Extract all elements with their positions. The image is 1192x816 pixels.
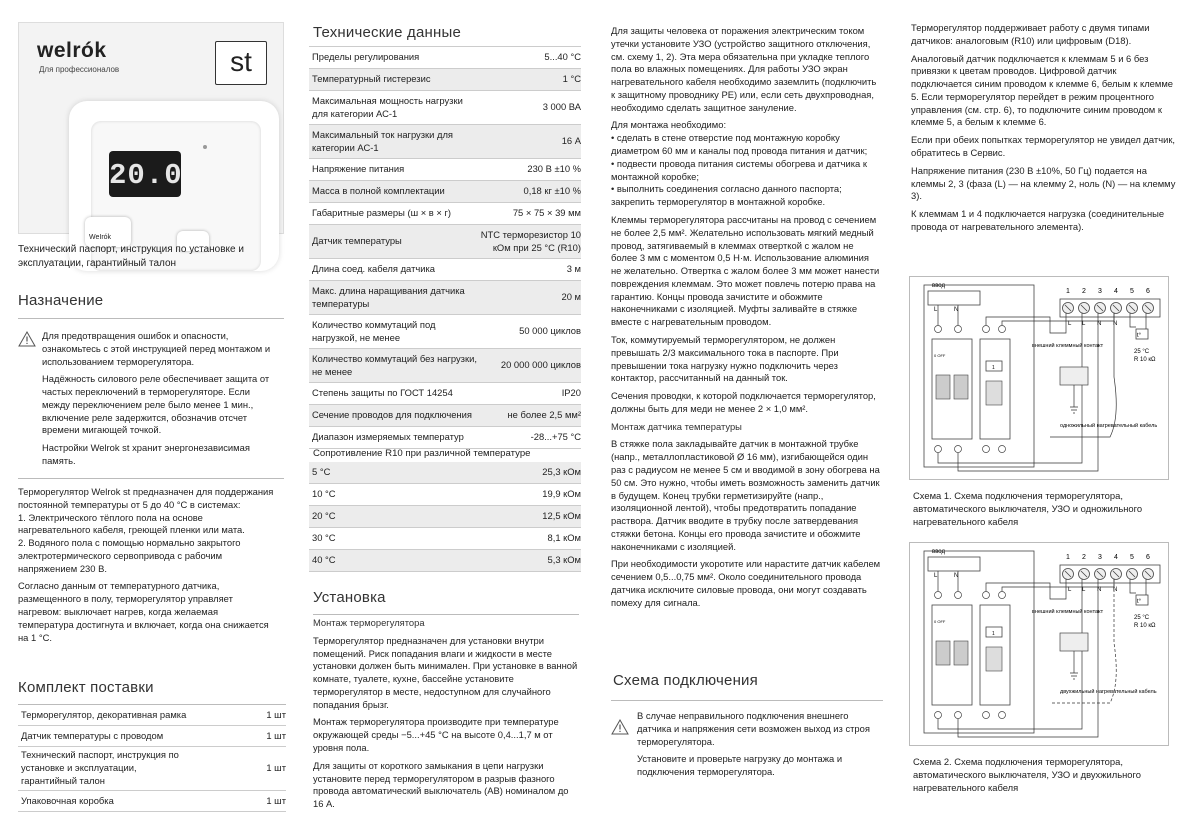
n-terminal-label-2: N bbox=[1113, 587, 1118, 593]
spec-value: 75 × 75 × 39 мм bbox=[512, 207, 581, 219]
purpose-divider-2 bbox=[18, 478, 284, 479]
screw-terminal bbox=[983, 712, 990, 719]
warning-icon bbox=[18, 331, 36, 347]
wire bbox=[1130, 579, 1146, 595]
terminal-number: 5 bbox=[1130, 554, 1134, 561]
r10-temp: 20 °С bbox=[312, 510, 336, 522]
spec-value: 20 000 000 циклов bbox=[500, 359, 581, 371]
sensor-title: Монтаж датчика температуры bbox=[611, 420, 742, 432]
r10-value: 19,9 кОм bbox=[542, 488, 581, 500]
spec-value: -28...+75 °С bbox=[530, 431, 581, 443]
memory-text: Настройки Welrok st хранит энергонезависимая память. bbox=[42, 442, 250, 467]
terminal-number: 4 bbox=[1114, 554, 1118, 561]
breaker-switch-1 bbox=[936, 375, 950, 399]
l-terminal-label: L bbox=[1082, 321, 1086, 327]
screw-terminal bbox=[955, 592, 962, 599]
c3-p8: Сечения проводки, к которой подключается терморегулятор, должны быть для меди не менее 2 × 1,0 мм². bbox=[611, 390, 876, 414]
sensor-t: t° bbox=[1137, 599, 1142, 605]
spec-row bbox=[309, 159, 581, 181]
spec-value: не более 2,5 мм² bbox=[507, 409, 581, 421]
c3-p2: Для монтажа необходимо: bbox=[611, 119, 727, 131]
spec-row bbox=[309, 125, 581, 159]
spec-row bbox=[309, 281, 581, 315]
power-indicator-icon bbox=[203, 145, 207, 149]
warning-block bbox=[18, 330, 274, 473]
spec-label: Напряжение питания bbox=[312, 163, 405, 175]
contact-label: внешний клеммный контакт bbox=[1032, 343, 1104, 349]
spec-label: Длина соед. кабеля датчика bbox=[312, 263, 436, 275]
terminal-number: 1 bbox=[1066, 288, 1070, 295]
spec-label: Температурный гистерезис bbox=[312, 73, 431, 85]
screw-terminal bbox=[999, 592, 1006, 599]
c4-body bbox=[911, 22, 1177, 239]
section-title-scheme: Схема подключения bbox=[613, 672, 758, 689]
terminal-number: 3 bbox=[1098, 288, 1102, 295]
spec-row bbox=[309, 47, 581, 69]
r10-title: Сопротивление R10 при различной температуре bbox=[313, 448, 531, 459]
screw-terminal bbox=[935, 712, 942, 719]
spec-row bbox=[309, 69, 581, 91]
c3-p1: Для защиты человека от поражения электрическим током утечки установите УЗО (устройство защитного отключения, см. схему 1, 2). Эта мера обязательна при укладке теплого пола во влажных помещениях. Для работы УЗО экран нагревательного кабеля необходимо заземлить (подключить к защитному проводнику PE) или, если сеть двухпроводная, необходимо сделать защитное зануление. bbox=[611, 25, 877, 113]
l-label: L bbox=[934, 307, 938, 313]
l-terminal-label-2: L bbox=[1068, 587, 1072, 593]
screw-terminal bbox=[999, 712, 1006, 719]
menu-button[interactable]: WeIrók bbox=[85, 217, 131, 247]
c4-p3: Если при обеих попытках терморегулятор не увидел датчик, обратитесь в Сервис. bbox=[911, 134, 1176, 159]
spec-value: 1 °С bbox=[562, 73, 581, 85]
r10-temp: 40 °С bbox=[312, 554, 336, 566]
spec-row bbox=[309, 203, 581, 225]
screw-terminal bbox=[955, 446, 962, 453]
spec-value: 16 А bbox=[561, 135, 581, 147]
n-terminal-label: N bbox=[1097, 321, 1102, 327]
input-block bbox=[928, 291, 980, 305]
external-contact bbox=[1060, 367, 1088, 385]
r10-row bbox=[309, 506, 581, 528]
ground-icon bbox=[1070, 651, 1078, 679]
breaker-switch-2 bbox=[954, 375, 968, 399]
input-label: ввод bbox=[932, 283, 946, 289]
diagram-2-caption: Схема 2. Схема подключения терморегулятора, автоматического выключателя, УЗО и двухжильного нагревательного кабеля bbox=[913, 756, 1141, 793]
brand-logo: welrók bbox=[37, 39, 107, 62]
spec-value: 50 000 циклов bbox=[519, 325, 581, 337]
spec-row bbox=[309, 427, 581, 449]
spec-value: IP20 bbox=[561, 387, 581, 399]
column-4 bbox=[909, 0, 1181, 815]
display bbox=[109, 151, 181, 197]
spec-value: 20 м bbox=[561, 291, 581, 303]
column-2 bbox=[309, 0, 582, 815]
external-contact bbox=[1060, 633, 1088, 651]
spec-label: Пределы регулирования bbox=[312, 51, 420, 63]
section-title-specs: Технические данные bbox=[313, 24, 461, 41]
install-p2: Монтаж терморегулятора производите при температуре окружающей среды −5...+45 °С на высоте 0,4...1,7 м от уровня пола. bbox=[313, 716, 559, 754]
kit-row: Датчик температуры с проводом 1 шт bbox=[18, 726, 286, 747]
r10-temp: 10 °С bbox=[312, 488, 336, 500]
rcd-one: 1 bbox=[992, 631, 995, 637]
product-subtitle: Технический паспорт, инструкция по установке и эксплуатации, гарантийный талон bbox=[18, 244, 244, 269]
r10-temp: 5 °С bbox=[312, 466, 331, 478]
ground-icon bbox=[1070, 385, 1078, 413]
wiring-schematic bbox=[910, 543, 1168, 745]
c4-p1: Терморегулятор поддерживает работу с двумя типами датчиков: аналоговым (R10) или цифровым (D18). bbox=[911, 22, 1150, 46]
breaker-switch-1 bbox=[936, 641, 950, 665]
terminal-number: 4 bbox=[1114, 288, 1118, 295]
install-p3: Для защиты от короткого замыкания в цепи нагрузки установите перед терморегулятором в разрыв фазного провода автоматический выключатель (АВ) номиналом до 16 А. bbox=[313, 759, 569, 810]
c4-p4: Напряжение питания (230 В ±10%, 50 Гц) подается на клеммы 2, 3 (фаза (L) — на клемму 2, ноль (N) — на клемму 3). bbox=[911, 164, 1176, 202]
c3-p4: • подвести провода питания системы обогрева и датчика к монтажной коробке; bbox=[611, 157, 867, 182]
spec-row bbox=[309, 405, 581, 427]
spec-label: Максимальный ток нагрузки для категории АС-1 bbox=[312, 128, 454, 153]
wire bbox=[1130, 313, 1146, 329]
specs-table bbox=[309, 46, 581, 449]
model-badge: st bbox=[215, 41, 267, 85]
r10-temp: 30 °С bbox=[312, 532, 336, 544]
wiring-diagram-1 bbox=[909, 276, 1169, 480]
screw-terminal bbox=[983, 326, 990, 333]
kit-row: Упаковочная коробка 1 шт bbox=[18, 791, 286, 812]
terminal-number: 1 bbox=[1066, 554, 1070, 561]
n-label: N bbox=[954, 573, 959, 579]
breaker-switch-2 bbox=[954, 641, 968, 665]
spec-label: Количество коммутаций без нагрузки, не менее bbox=[312, 352, 477, 377]
spec-label: Максимальная мощность нагрузки для категории АС-1 bbox=[312, 94, 463, 119]
spec-row bbox=[309, 225, 581, 259]
scheme-warning-2: Установите и проверьте нагрузку до монтажа и подключения терморегулятора. bbox=[637, 753, 843, 778]
spec-row bbox=[309, 383, 581, 405]
n-label: N bbox=[954, 307, 959, 313]
r10-value: 25,3 кОм bbox=[542, 466, 581, 478]
rcd-switch bbox=[986, 381, 1002, 405]
spec-value: 3 000 ВА bbox=[542, 101, 581, 113]
purpose-logic: Согласно данным от температурного датчика, размещенного в полу, терморегулятор управляет нагревом: выключает нагрев, когда желаемая температура достигнута и включает, когда она снижается на 1 °С. bbox=[18, 580, 269, 643]
off-label: 0 OFF bbox=[934, 353, 946, 358]
sensor-t: t° bbox=[1137, 333, 1142, 339]
scheme-warning bbox=[611, 700, 883, 784]
spec-row bbox=[309, 181, 581, 203]
column-3 bbox=[611, 0, 891, 815]
c3-p6: Клеммы терморегулятора рассчитаны на провод с сечением не более 2,5 мм². Желательно использовать мягкий медный провод, затягиваемый в клеммах отверткой с жалом не более 3 мм с моментом 0,5 Н·м. Использование алюминия не желательно. Отвертка с жалом более 3 мм может нанести повреждения клеммам. Это может повлечь потерю права на гарантию. Концы провода зачистите и обожмите наконечниками с изоляцией. Муфты заливайте в стяжке вместе с нагревательным проводом. bbox=[611, 213, 880, 328]
scheme-warning-1: В случае неправильного подключения внешнего датчика и напряжения сети возможен выход из строя терморегулятора. bbox=[637, 710, 870, 747]
spec-label: Сечение проводов для подключения bbox=[312, 409, 472, 421]
c3-p5: • выполнить соединения согласно данного паспорта; закрепить терморегулятор в монтажной коробке. bbox=[611, 183, 842, 208]
rcd-one: 1 bbox=[992, 365, 995, 371]
spec-row bbox=[309, 259, 581, 281]
cable-label: двухжильный нагревательный кабель bbox=[1060, 689, 1157, 695]
r10-row bbox=[309, 528, 581, 550]
wiring-diagram-2 bbox=[909, 542, 1169, 746]
display-value: 20.0 bbox=[109, 159, 183, 192]
spec-value: NTC терморезистор 10 кОм при 25 °С (R10) bbox=[480, 228, 581, 253]
install-p1: Терморегулятор предназначен для установки внутри помещений. Риск попадания влаги и жидкости в месте установки должен быть минимален. При установке в ванной комнате, туалете, кухне, бассейне установите терморегулятор в месте, недоступном для случайного попадания брызг. bbox=[313, 634, 578, 710]
terminal-number: 2 bbox=[1082, 554, 1086, 561]
l-label: L bbox=[934, 573, 938, 579]
r10-row bbox=[309, 550, 581, 572]
screw-terminal bbox=[935, 326, 942, 333]
kit-row: Терморегулятор, декоративная рамка 1 шт bbox=[18, 705, 286, 726]
n-terminal-label-2: N bbox=[1113, 321, 1118, 327]
l-terminal-label-2: L bbox=[1068, 321, 1072, 327]
terminal-number: 6 bbox=[1146, 554, 1150, 561]
spec-label: Степень защиты по ГОСТ 14254 bbox=[312, 387, 453, 399]
r10-value: 5,3 кОм bbox=[547, 554, 581, 566]
spec-value: 230 В ±10 % bbox=[527, 163, 581, 175]
screw-terminal bbox=[935, 592, 942, 599]
c3-p10: При необходимости укоротите или нарастите датчик кабелем сечением 0,5...0,75 мм². Около соединительного провода датчика исключите силовые провода, они могут создавать помеху для сигнала. bbox=[611, 558, 881, 608]
install-subtitle: Монтаж терморегулятора bbox=[313, 617, 425, 628]
section-title-install: Установка bbox=[313, 589, 386, 606]
purpose-sys-1: 1. Электрического тёплого пола на основе нагревательного кабеля, греющей пленки или мата. bbox=[18, 511, 245, 536]
r10-table bbox=[309, 462, 581, 572]
sensor-res: R 10 кΩ bbox=[1134, 357, 1156, 363]
terminal-number: 6 bbox=[1146, 288, 1150, 295]
r10-value: 8,1 кОм bbox=[547, 532, 581, 544]
spec-label: Макс. длина наращивания датчика температуры bbox=[312, 284, 465, 309]
screw-terminal bbox=[999, 326, 1006, 333]
terminal-number: 2 bbox=[1082, 288, 1086, 295]
input-block bbox=[928, 557, 980, 571]
spec-row bbox=[309, 91, 581, 125]
contact-label: внешний клеммный контакт bbox=[1032, 609, 1104, 615]
spec-row bbox=[309, 315, 581, 349]
cable-label: одножильный нагревательный кабель bbox=[1060, 423, 1158, 429]
purpose-divider bbox=[18, 318, 284, 319]
spec-label: Датчик температуры bbox=[312, 235, 402, 247]
c3-p9: В стяжке пола закладывайте датчик в монтажной трубке (напр., металлопластиковой Ø 16 мм), изгибающейся один раз с радиусом не менее 5 см и вводимой в зону обогрева на 50 см. Это нужно, чтобы иметь возможность заменить датчик в будущем. Конец трубки герметизируйте (напр., изоляционной лентой), чтобы предотвратить попадание раствора. Датчик вводите в трубку после затвердевания стяжки бетона. Концы его провода зачистите и обожмите наконечниками с изоляцией. bbox=[611, 438, 880, 552]
purpose-desc: Терморегулятор Welrok st предназначен для поддержания постоянной температуры от 5 до 40 °С в системах: bbox=[18, 486, 274, 510]
section-title-purpose: Назначение bbox=[18, 292, 104, 309]
terminal-number: 5 bbox=[1130, 288, 1134, 295]
terminal-number: 3 bbox=[1098, 554, 1102, 561]
purpose-sys-2: 2. Водяного пола с помощью нормально закрытого электротермического сервопривода с рабочим напряжением 230 В. bbox=[18, 537, 241, 574]
diagram-1-caption: Схема 1. Схема подключения терморегулятора, автоматического выключателя, УЗО и одножильного нагревательного кабеля bbox=[913, 490, 1143, 527]
column-1 bbox=[18, 0, 286, 815]
spec-label: Масса в полной комплектации bbox=[312, 185, 445, 197]
screw-terminal bbox=[983, 592, 990, 599]
relay-text: Надёжность силового реле обеспечивает защита от частых переключений в терморегуляторе. Если между переключением реле было менее 1 мин., включение реле задержится, обозначив отсчет времени мигающей точкой. bbox=[42, 373, 270, 436]
sensor-temp: 25 °С bbox=[1134, 349, 1150, 355]
screw-terminal bbox=[983, 446, 990, 453]
screw-terminal bbox=[955, 712, 962, 719]
sensor-res: R 10 кΩ bbox=[1134, 623, 1156, 629]
c3-p7: Ток, коммутируемый терморегулятором, не должен превышать 2/3 максимального тока в паспорте. При превышении тока нагрузку нужно подключить через контактор, рассчитанный на данный ток. bbox=[611, 333, 839, 384]
spec-value: 0,18 кг ±10 % bbox=[523, 185, 581, 197]
install-body bbox=[313, 614, 579, 816]
rcd-switch bbox=[986, 647, 1002, 671]
screw-terminal bbox=[935, 446, 942, 453]
spec-label: Габаритные размеры (ш × в × г) bbox=[312, 207, 451, 219]
screw-terminal bbox=[999, 446, 1006, 453]
r10-row bbox=[309, 462, 581, 484]
c3-p3: • сделать в стене отверстие под монтажную коробку диаметром 60 мм и каналы под провода питания и датчик; bbox=[611, 132, 868, 157]
spec-label: Диапазон измеряемых температур bbox=[312, 431, 464, 443]
purpose-body bbox=[18, 486, 276, 649]
kit-row: Технический паспорт, инструкция по установке и эксплуатации, гарантийный талон 1 шт bbox=[18, 747, 286, 791]
c4-p5: К клеммам 1 и 4 подключается нагрузка (соединительные провода от нагревательного элемента). bbox=[911, 208, 1165, 232]
c4-p2: Аналоговый датчик подключается к клеммам 5 и 6 без привязки к цветам проводов. Цифровой датчик подключается синим проводом к клемме 6, белым к клемме 5. Если терморегулятор перейдет в режим процентного управления (см. стр. 6), то подключите синим проводом к клемме 5, а белым к клемме 6. bbox=[911, 52, 1173, 128]
spec-row bbox=[309, 349, 581, 383]
l-terminal-label: L bbox=[1082, 587, 1086, 593]
section-title-kit: Комплект поставки bbox=[18, 679, 154, 696]
product-photo bbox=[18, 22, 284, 241]
spec-value: 5...40 °С bbox=[544, 51, 581, 63]
warning-icon bbox=[611, 719, 629, 735]
warning-text: Для предотвращения ошибок и опасности, ознакомьтесь с этой инструкцией перед монтажом и использованием терморегулятора. bbox=[42, 330, 271, 367]
spec-value: 3 м bbox=[566, 263, 581, 275]
n-terminal-label: N bbox=[1097, 587, 1102, 593]
r10-row bbox=[309, 484, 581, 506]
input-label: ввод bbox=[932, 549, 946, 555]
spec-label: Количество коммутаций под нагрузкой, не менее bbox=[312, 318, 436, 343]
r10-value: 12,5 кОм bbox=[542, 510, 581, 522]
kit-table bbox=[18, 704, 286, 812]
screw-terminal bbox=[955, 326, 962, 333]
off-label: 0 OFF bbox=[934, 619, 946, 624]
sensor-temp: 25 °С bbox=[1134, 615, 1150, 621]
c3-body bbox=[611, 25, 881, 615]
wiring-schematic bbox=[910, 277, 1168, 479]
brand-tagline: Для профессионалов bbox=[39, 65, 120, 74]
